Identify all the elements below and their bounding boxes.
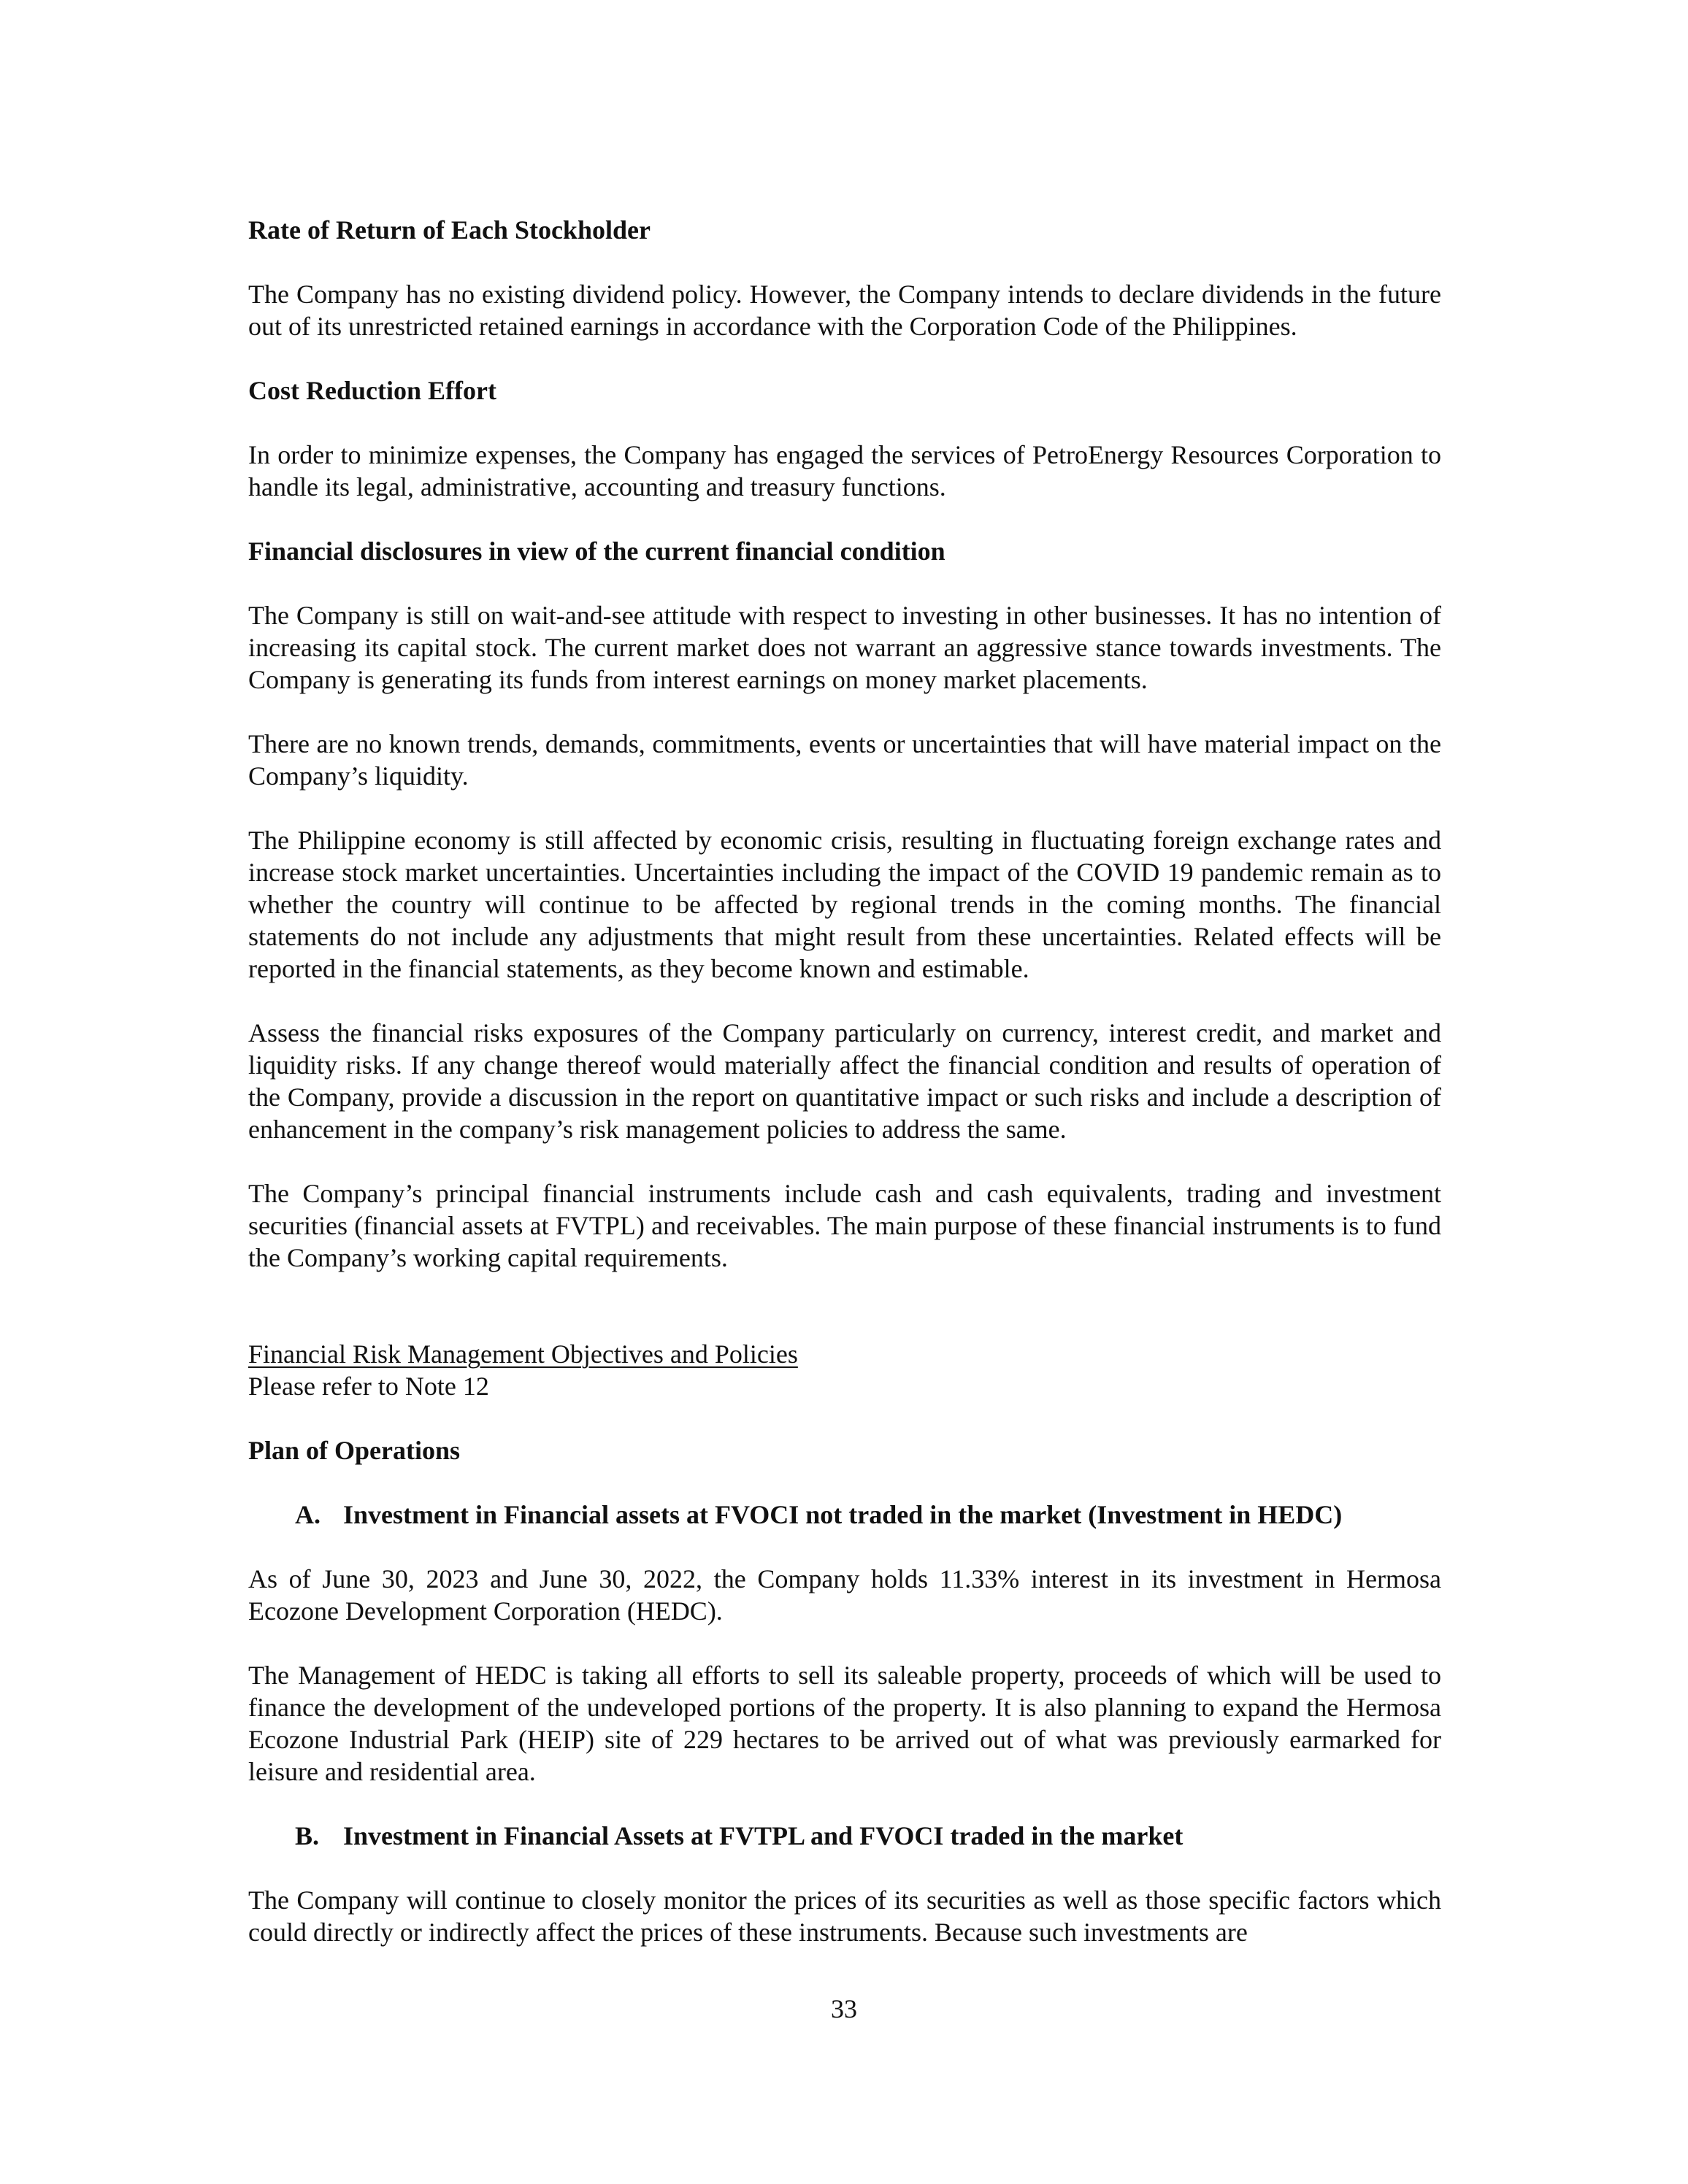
- sub-heading-a: [248, 1499, 1441, 1531]
- financial-disclosures-heading: Financial disclosures in view of the current financial condition: [248, 537, 945, 566]
- risk-management-body: Please refer to Note 12: [248, 1372, 489, 1401]
- plan-of-operations-heading: Plan of Operations: [248, 1436, 461, 1465]
- sub-heading-a-marker: A.: [295, 1500, 321, 1529]
- sub-heading-b-text: Investment in Financial Assets at FVTPL and FVOCI traded in the market: [343, 1821, 1183, 1850]
- financial-disclosures-paragraph: The Company is still on wait-and-see attitude with respect to investing in other businesses. It has no intention of increasing its capital stock. The current market does not warrant an aggressive stance towards investments. The Company is generating its funds from interest earnings on money market placements.: [248, 601, 1441, 694]
- risk-management-heading: [248, 1338, 1441, 1370]
- plan-a-paragraph: The Management of HEDC is taking all efforts to sell its saleable property, proceeds of which will be used to finance the development of the undeveloped portions of the property. It is also planning to expand the Hermosa Ecozone Industrial Park (HEIP) site of 229 hectares to be arrived out of what was previously earmarked for leisure and residential area.: [248, 1661, 1441, 1786]
- sub-heading-a-text: Investment in Financial assets at FVOCI not traded in the market (Investment in HEDC): [343, 1500, 1343, 1529]
- financial-disclosures-paragraph: The Company’s principal financial instruments include cash and cash equivalents, trading and investment securities (financial assets at FVTPL) and receivables. The main purpose of these financial instruments is to fund the Company’s working capital requirements.: [248, 1179, 1441, 1272]
- financial-disclosures-paragraph: There are no known trends, demands, commitments, events or uncertainties that will have material impact on the Company’s liquidity.: [248, 729, 1441, 791]
- cost-reduction-body: In order to minimize expenses, the Company has engaged the services of PetroEnergy Resources Corporation to handle its legal, administrative, accounting and treasury functions.: [248, 440, 1441, 501]
- page-number: 33: [831, 1994, 857, 2023]
- risk-management-heading-text: Financial Risk Management Objectives and Policies: [248, 1339, 798, 1369]
- rate-of-return-heading: Rate of Return of Each Stockholder: [248, 215, 651, 245]
- plan-a-paragraph: As of June 30, 2023 and June 30, 2022, the Company holds 11.33% interest in its investment in Hermosa Ecozone Development Corporation (HEDC).: [248, 1564, 1441, 1626]
- financial-disclosures-paragraph: The Philippine economy is still affected by economic crisis, resulting in fluctuating foreign exchange rates and increase stock market uncertainties. Uncertainties including the impact of the COVID 19 pandemic remain as to whether the country will continue to be affected by regional trends in the coming months. The financial statements do not include any adjustments that might result from these uncertainties. Related effects will be reported in the financial statements, as they become known and estimable.: [248, 826, 1441, 983]
- sub-heading-b-marker: B.: [295, 1821, 320, 1850]
- rate-of-return-body: The Company has no existing dividend policy. However, the Company intends to declare dividends in the future out of its unrestricted retained earnings in accordance with the Corporation Code of the Philippines.: [248, 280, 1441, 341]
- page-content: [248, 214, 1441, 1948]
- sub-heading-b: [248, 1820, 1441, 1852]
- financial-disclosures-paragraph: Assess the financial risks exposures of the Company particularly on currency, interest credit, and market and liquidity risks. If any change thereof would materially affect the financial condition and results of operation of the Company, provide a discussion in the report on quantitative impact or such risks and include a description of enhancement in the company’s risk management policies to address the same.: [248, 1018, 1441, 1144]
- cost-reduction-heading: Cost Reduction Effort: [248, 376, 496, 405]
- plan-b-paragraph: The Company will continue to closely monitor the prices of its securities as well as those specific factors which could directly or indirectly affect the prices of these instruments. Because such investments are: [248, 1885, 1441, 1947]
